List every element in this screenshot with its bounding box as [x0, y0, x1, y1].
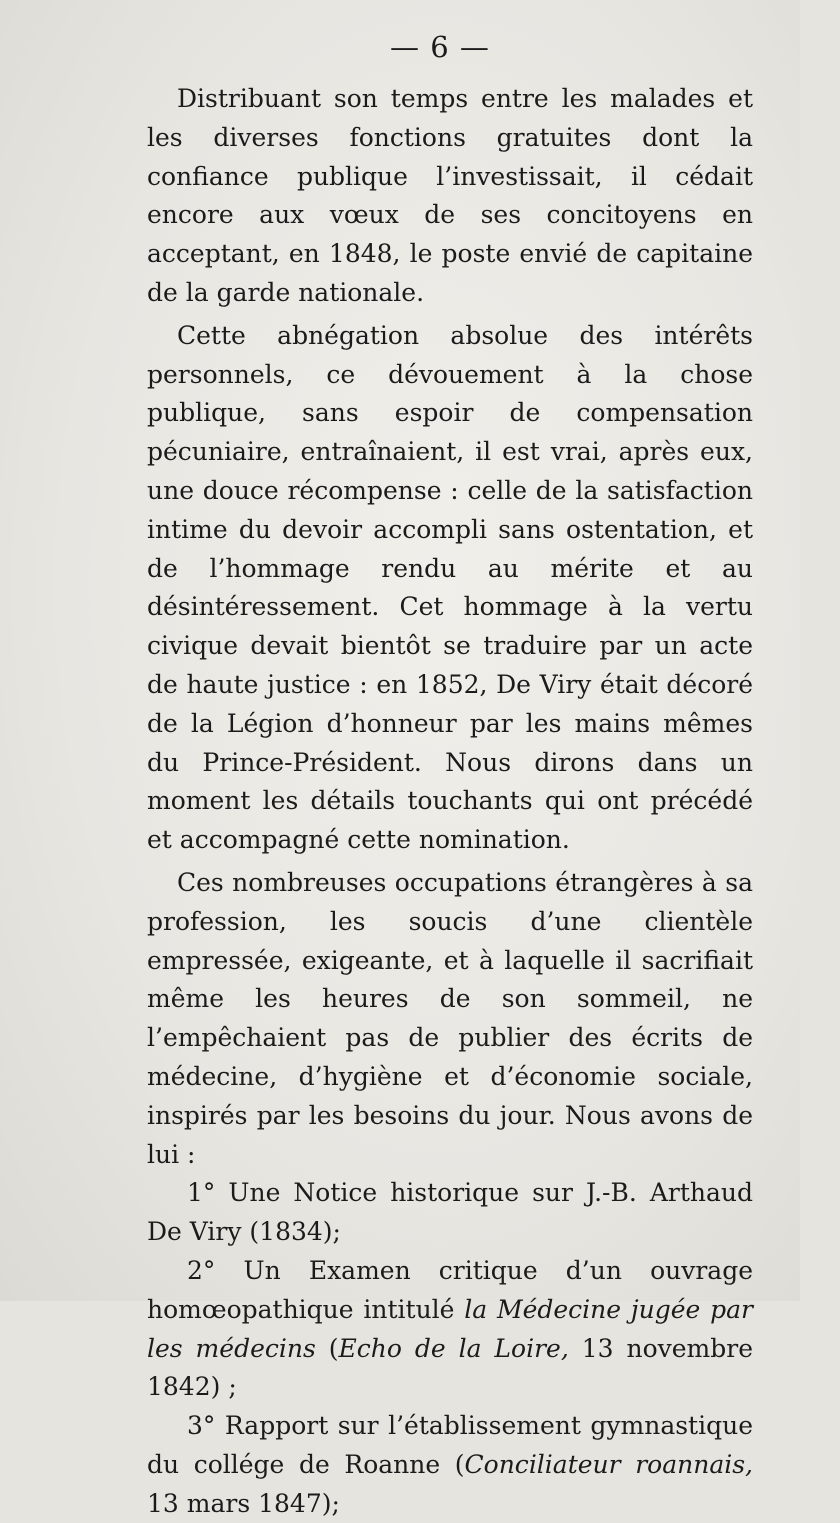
publication-item-3-date: 13 mars 1847); [147, 1488, 340, 1518]
publication-item-2-title: la Médecine jugée par les médecins [147, 1294, 753, 1363]
publication-item-2-text: 2° Un Examen critique d’un ouvrage homœopathique intitulé [147, 1255, 753, 1324]
page-body [147, 80, 753, 1523]
publication-item-1 [147, 1174, 753, 1252]
page-number: — 6 — [390, 30, 490, 64]
publication-item-3-text: 3° Rapport sur l’établissement gymnastique du collége de Roanne ( [147, 1411, 753, 1479]
publication-item-1-text: 1° Une Notice historique sur J.-B. Arthaud De Viry (1834); [147, 1178, 753, 1247]
publication-item-2-paren: ( [315, 1333, 339, 1363]
publication-item-2-date: 13 novembre 1842) ; [147, 1333, 754, 1402]
publication-item-2 [147, 1252, 753, 1407]
paragraph-publications-intro: Ces nombreuses occupations étrangères à sa profession, les soucis d’une clientèle empressée, exigeante, et à laquelle il sacrifiait même les heures de son sommeil, ne l’empêchaient pas de publier des écrits de médecine, d’hygiène et d’économie sociale, inspirés par les besoins du jour. Nous avons de lui : [147, 867, 753, 1169]
paragraph-legion-honneur: Cette abnégation absolue des intérêts personnels, ce dévouement à la chose publique, sans espoir de compensation pécuniaire, entraînaient, il est vrai, après eux, une douce récompense : celle de la satisfaction intime du devoir accompli sans ostentation, et de l’hommage rendu au mérite et au désintéressement. Cet hommage à la vertu civique devait bientôt se traduire par un acte de haute justice : en 1852, De Viry était décoré de la Légion d’honneur par les mains mêmes du Prince-Président. Nous dirons dans un moment les détails touchants qui ont précédé et accompagné cette nomination. [147, 320, 753, 855]
publication-item-3-source: Conciliateur roannais, [464, 1449, 753, 1479]
publication-item-3 [147, 1407, 753, 1523]
paragraph-garde-nationale: Distribuant son temps entre les malades et les diverses fonctions gratuites dont la confiance publique l’investissait, il cédait encore aux vœux de ses concitoyens en acceptant, en 1848, le poste envié de capitaine de la garde nationale. [147, 84, 753, 307]
publication-item-2-source: Echo de la Loire, [338, 1333, 569, 1363]
